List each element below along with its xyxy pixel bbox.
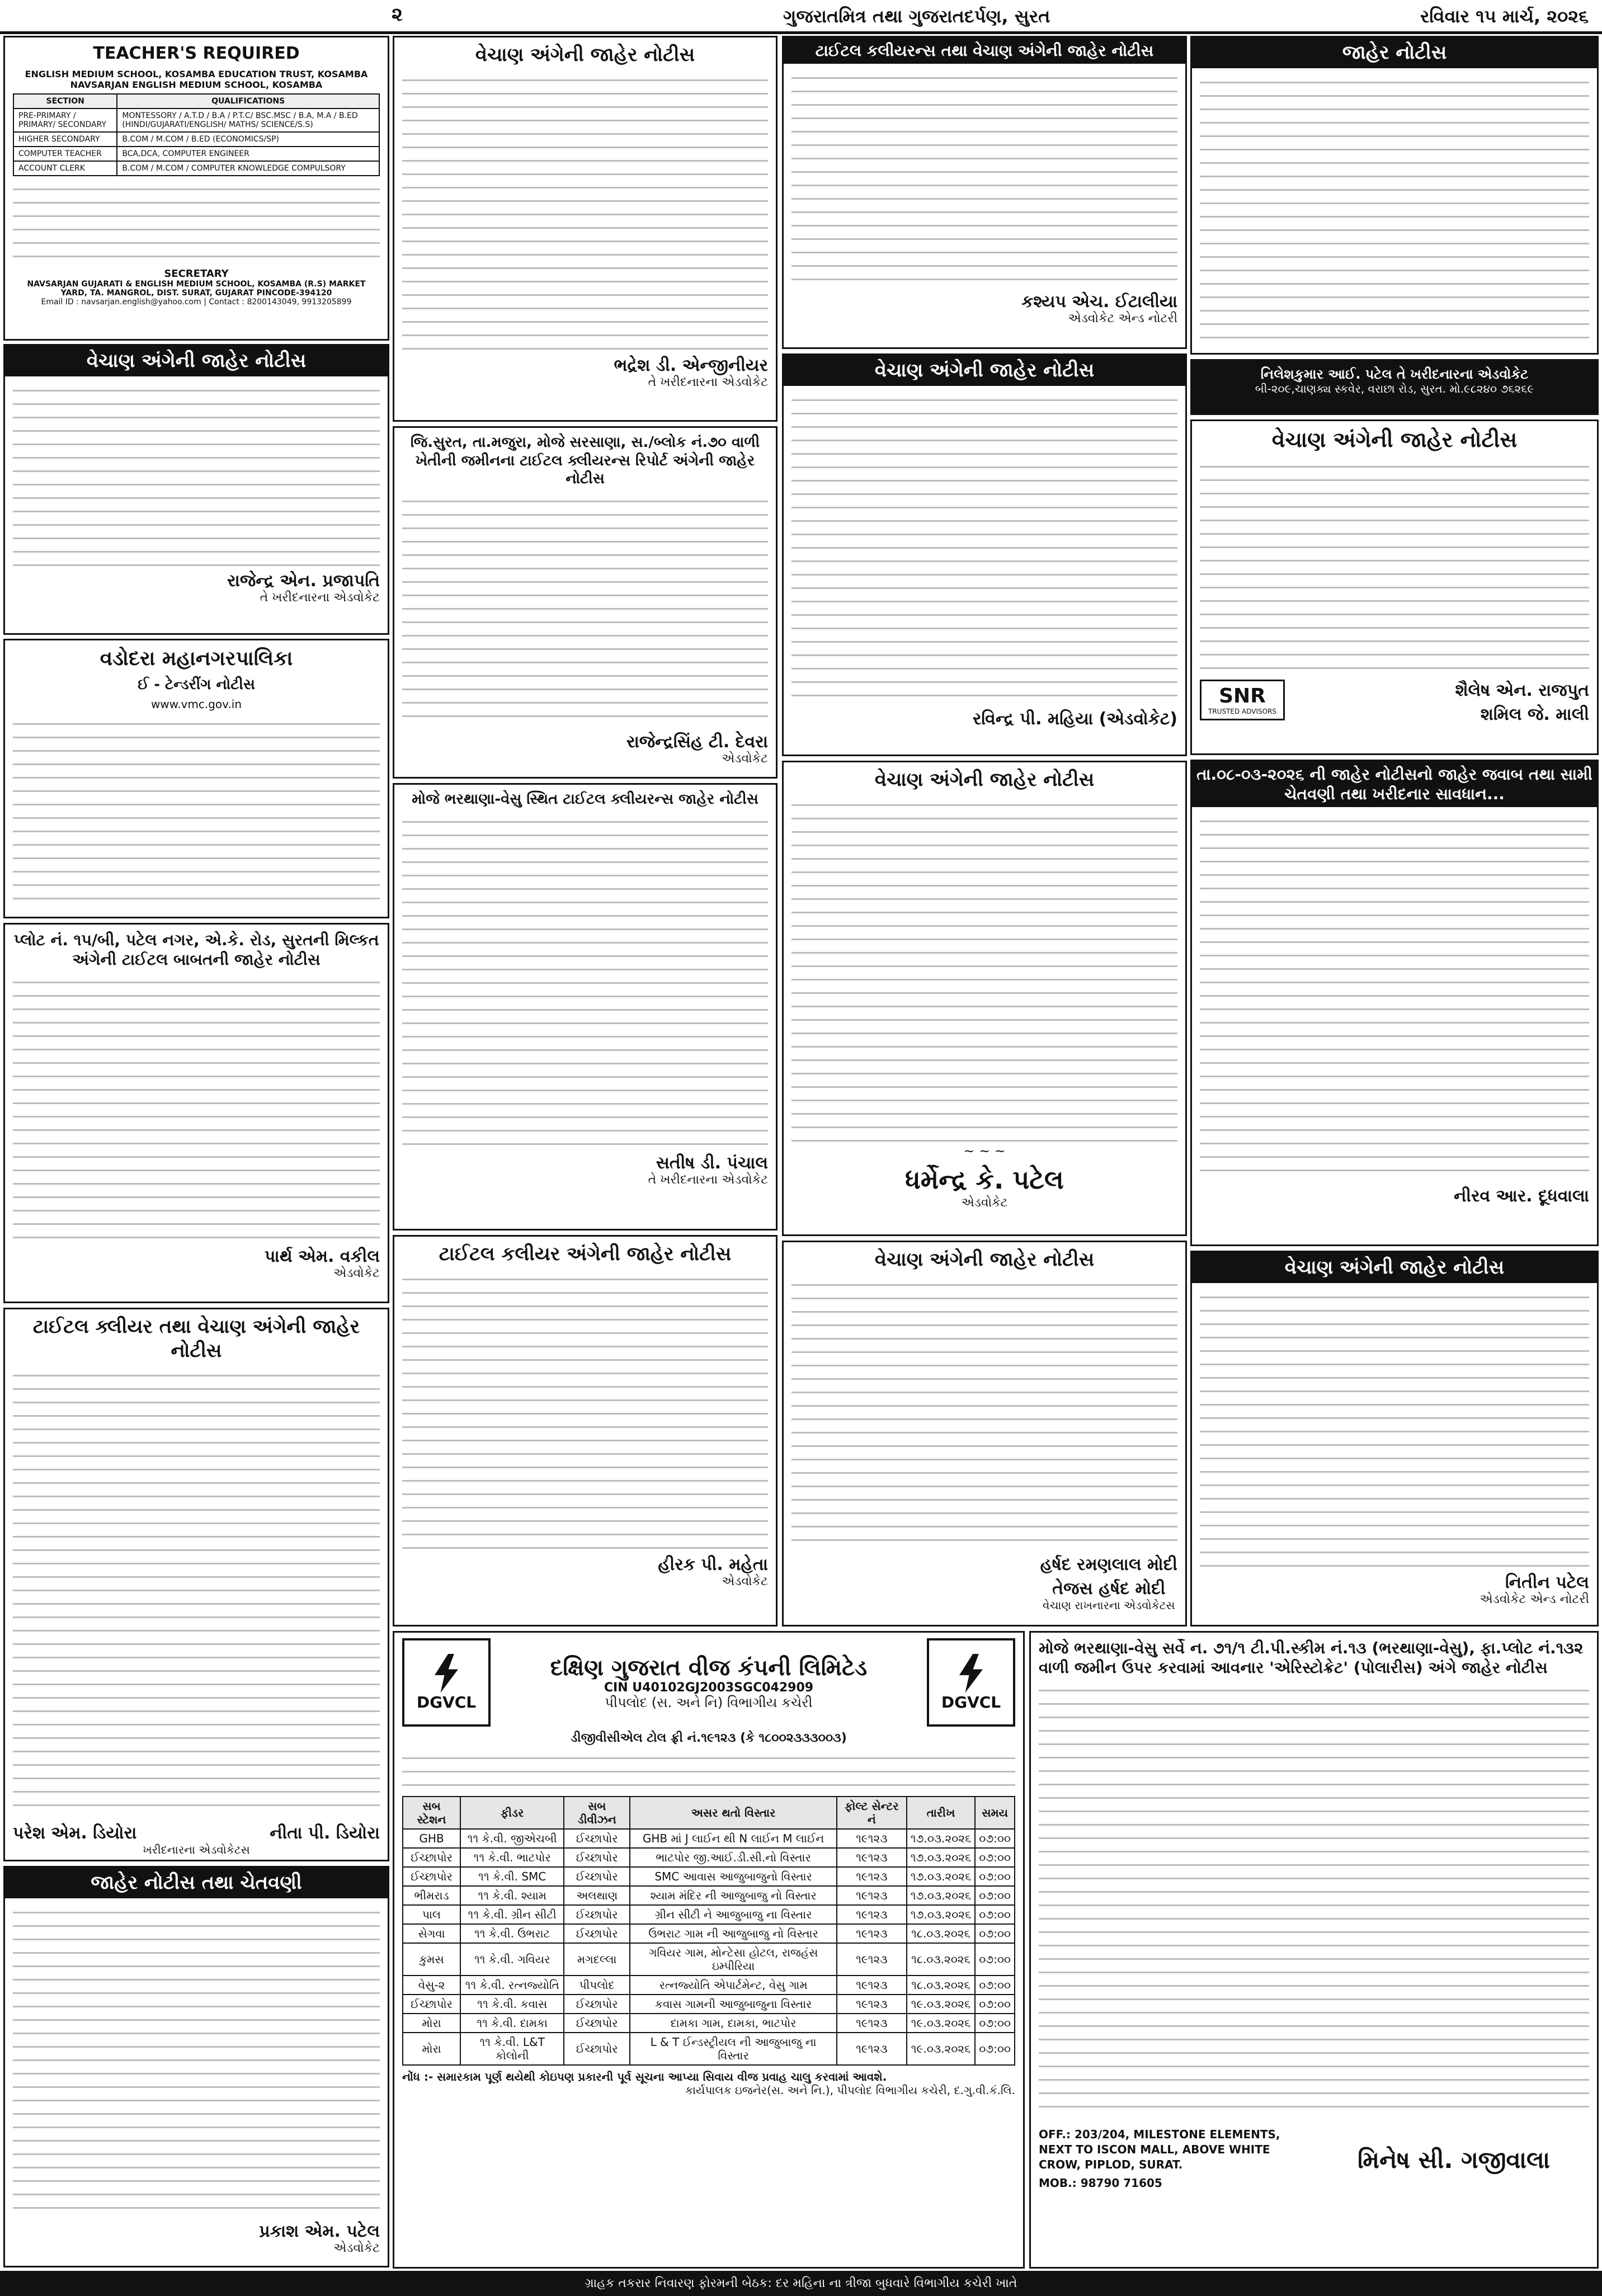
notice-signer [791, 292, 1177, 326]
cell-feeder: ૧૧ કે.વી. ભાટપોર [460, 1848, 564, 1867]
cell-qualification: MONTESSORY / A.T.D / B.A / P.T.C/ BSC.MSC / B.A, M.A / B.ED (HINDI/GUJARATI/ENGLISH/ MATHS/ SCIENCE/S.S) [117, 109, 379, 132]
notice-signer: ધર્મેન્દ્ર કે. પટેલ [905, 1164, 1064, 1195]
publication-name: ગુજરાતમિત્ર તથા ગુજરાતદર્પણ, સુરત [783, 6, 1050, 27]
cell-area: ગવિયર ગામ, મોન્ટેસા હોટલ, રાજહંસ ઇમ્પીરિયા [630, 1943, 837, 1976]
notice-body [1039, 1682, 1589, 2118]
notice-signer [402, 1555, 768, 1588]
masthead [0, 0, 1602, 34]
notice-title: વેચાણ અંગેની જાહેર નોટીસ [1192, 1252, 1597, 1283]
signer-1: હર્ષદ રમણલાલ મોદી [1040, 1554, 1177, 1574]
advocate-banner-col4-b [1190, 359, 1599, 415]
cell-date: ૧૭.૦૩.૨૦૨૬ [907, 1867, 976, 1886]
sale-notice-col4-c [1190, 419, 1599, 755]
dgvcl-tollfree: ડીજીવીસીએલ ટોલ ફ્રી નં.૧૯૧૨૩ (કે ૧૮૦૦૨૩૩૩૦૦૩) [571, 1731, 847, 1745]
dgvcl-heading [500, 1655, 918, 1710]
signer-name: પ્રકાશ એમ. પટેલ [259, 2221, 380, 2241]
table-row [13, 132, 379, 147]
office-mobile: MOB.: 98790 71605 [1039, 2176, 1162, 2190]
table-row [403, 1943, 1015, 1976]
cell-time: ૦૭:૦૦ [975, 1924, 1015, 1943]
cell-time: ૦૭:૦૦ [975, 1886, 1015, 1905]
notice-title: વેચાણ અંગેની જાહેર નોટીસ [784, 355, 1185, 386]
notice-title: જાહેર નોટીસ [1192, 37, 1597, 68]
teachers-title: TEACHER'S REQUIRED [93, 44, 300, 63]
signer-role: એડવોકેટ [333, 1266, 380, 1280]
cell-subdivision: ઈચ્છાપોર [564, 1995, 630, 2014]
notice-body [402, 1271, 768, 1550]
notice-title: જાહેર નોટીસ તથા ચેતવણી [5, 1868, 388, 1898]
notice-title: ટાઈટલ ક્લીયર તથા વેચાણ અંગેની જાહેર નોટીસ [32, 1316, 360, 1362]
cell-feeder: ૧૧ કે.વી. ગવિયર [460, 1943, 564, 1976]
cell-time: ૦૭:૦૦ [975, 1848, 1015, 1867]
table-row [403, 1905, 1015, 1924]
notice-title: વેચાણ અંગેની જાહેર નોટીસ [475, 44, 695, 66]
table-row [13, 109, 379, 132]
cell-time: ૦૭:૦૦ [975, 1995, 1015, 2014]
cell-fault-centre: ૧૯૧૨૩ [837, 2033, 907, 2065]
notice-body [13, 974, 380, 1242]
cell-time: ૦૭:૦૦ [975, 1976, 1015, 1995]
signer-block [1040, 1550, 1177, 1612]
cell-feeder: ૧૧ કે.વી. દામકા [460, 2014, 564, 2033]
signer-role: એડવોકેટ [722, 1574, 768, 1588]
signer-name: ભદ્રેશ ડી. એન્જીનીયર [614, 355, 768, 375]
notice-signer: મિનેષ સી. ગજીવાલા [1357, 2146, 1551, 2174]
signer-role: ખરીદનારના એડવોકેટસ [143, 1843, 250, 1856]
snr-logo-text: SNR [1219, 685, 1266, 708]
title-sale-notice-left-3 [3, 1308, 389, 1861]
notice-body [1200, 1289, 1589, 1568]
cell-feeder: ૧૧ કે.વી. SMC [460, 1867, 564, 1886]
cell-time: ૦૭:૦૦ [975, 1905, 1015, 1924]
cell-subdivision: મગદલ્લા [564, 1943, 630, 1976]
notice-title: વેચાણ અંગેની જાહેર નોટીસ [874, 1248, 1095, 1271]
cell-feeder: ૧૧ કે.વી. L&T કોલોની [460, 2033, 564, 2065]
school-name-2: NAVSARJAN ENGLISH MEDIUM SCHOOL, KOSAMBA [70, 79, 323, 90]
cell-section: PRE-PRIMARY / PRIMARY/ SECONDARY [13, 109, 117, 132]
aristocrat-project-notice [1029, 1631, 1599, 2269]
notice-body [791, 1276, 1177, 1550]
notice-body [1200, 458, 1589, 671]
notice-title: પ્લોટ નં. ૧૫/બી, પટેલ નગર, એ.કે. રોડ, સુરતની મિલ્કત અંગેની ટાઈટલ બાબતની જાહેર નોટીસ [13, 931, 379, 969]
table-row [403, 1867, 1015, 1886]
header-feeder: ફીડર [460, 1797, 564, 1829]
signer-1: શૈલેષ એન. રાજપુત [1455, 680, 1589, 700]
lightning-icon [427, 1654, 466, 1693]
table-row [403, 1924, 1015, 1943]
header-date: તારીખ [907, 1797, 976, 1829]
vmc-website: www.vmc.gov.in [150, 697, 242, 711]
cell-substation: GHB [403, 1829, 460, 1848]
public-notice-warning [3, 1866, 389, 2267]
dgvcl-office-line: કાર્યપાલક ઇજનેર(સ. અને નિ.), પીપલોદ વિભાગીય કચેરી, દ.ગુ.વી.કં.લિ. [685, 2083, 1015, 2097]
notice-body [402, 813, 768, 1149]
cell-substation: વેસુ-૨ [403, 1976, 460, 1995]
vmc-subtitle: ઈ - ટેન્ડરીંગ નોટીસ [138, 676, 255, 693]
cell-fault-centre: ૧૯૧૨૩ [837, 1976, 907, 1995]
cell-substation: ભીમરાડ [403, 1886, 460, 1905]
cell-fault-centre: ૧૯૧૨૩ [837, 2014, 907, 2033]
table-row [403, 2014, 1015, 2033]
cell-fault-centre: ૧૯૧૨૩ [837, 1943, 907, 1976]
issue-date: રવિવાર ૧૫ માર્ચ, ૨૦૨૬ [1420, 6, 1589, 27]
signer-2: તેજસ હર્ષદ મોદી [1052, 1578, 1166, 1599]
signer-name: રાજેન્દ્રસિંહ ટી. દેવરા [626, 732, 768, 752]
cell-subdivision: ઈચ્છાપોર [564, 1924, 630, 1943]
cell-date: ૧૯.૦૩.૨૦૨૬ [907, 2014, 976, 2033]
dgvcl-header [402, 1638, 1015, 1727]
cell-feeder: ૧૧ કે.વી. કવાસ [460, 1995, 564, 2014]
cell-subdivision: પીપલોદ [564, 1976, 630, 1995]
notice-title: જિ.સુરત, તા.મજુરા, મોજે સરસાણા, સ./બ્લોક નં.૭૦ વાળી ખેતીની જમીનના ટાઈટલ ક્લીયરન્સ રિપોર્ટ અંગેની જાહેર નોટીસ [410, 434, 760, 487]
table-header [13, 94, 379, 109]
notice-body [13, 382, 380, 567]
notice-body [402, 72, 768, 351]
sale-notice-left-1 [3, 344, 389, 635]
notice-signer [13, 2222, 380, 2255]
snr-logo-subtext: TRUSTED ADVISORS [1208, 708, 1277, 715]
cell-qualification: B.COM / M.COM / B.ED (ECONOMICS/SP) [117, 132, 379, 147]
notice-body [402, 493, 768, 728]
header-time: સમય [975, 1797, 1015, 1829]
secretary-label: SECRETARY [164, 267, 229, 280]
reply-notice-col4-d [1190, 760, 1599, 1246]
notice-body [13, 1904, 380, 2217]
header-section: SECTION [13, 94, 117, 109]
notice-title: વેચાણ અંગેની જાહેર નોટીસ [874, 769, 1095, 791]
cell-time: ૦૭:૦૦ [975, 1867, 1015, 1886]
cell-area: શ્યામ મંદિર ની આજુબાજુ નો વિસ્તાર [630, 1886, 837, 1905]
signer-name: પાર્થ એમ. વકીલ [264, 1247, 380, 1266]
notice-title: ટાઈટલ કલીયર અંગેની જાહેર નોટીસ [439, 1243, 732, 1265]
cell-fault-centre: ૧૯૧૨૩ [837, 1886, 907, 1905]
cell-area: L & T ઈન્ડસ્ટ્રીયલ ની આજુબાજુ ના વિસ્તાર [630, 2033, 837, 2065]
notice-signer [13, 1247, 380, 1280]
table-row [13, 161, 379, 176]
cell-area: કવાસ ગામની આજુબાજુના વિસ્તાર [630, 1995, 837, 2014]
signer-role: એડવોકેટ [333, 2241, 380, 2255]
signer-role: તે ખરીદનારના એડવોકેટ [260, 590, 380, 605]
notice-title: મોજે ભરથાણા-વેસુ સ્થિત ટાઈટલ ક્લીયરન્સ જાહેર નોટીસ [412, 791, 758, 808]
footer-banner: ગ્રાહક તકરાર નિવારણ ફોરમની બેઠક: દર મહિના ના ત્રીજા બુધવારે વિભાગીય કચેરી ખાતે [0, 2271, 1602, 2296]
title-clear-notice-col2-d [393, 1235, 778, 1626]
cell-substation: કુમસ [403, 1943, 460, 1976]
cell-date: ૧૯.૦૩.૨૦૨૬ [907, 1995, 976, 2014]
cell-fault-centre: ૧૯૧૨૩ [837, 1867, 907, 1886]
cell-subdivision: ઈચ્છાપોર [564, 2014, 630, 2033]
signature-scribble: ~ ~ ~ [963, 1143, 1006, 1159]
cell-date: ૧૮.૦૩.૨૦૨૬ [907, 1943, 976, 1976]
sale-notice-col3-d [782, 1241, 1187, 1626]
title-notice-col2-c [393, 783, 778, 1230]
notice-body [1200, 813, 1589, 1182]
cell-date: ૧૭.૦૩.૨૦૨૬ [907, 1848, 976, 1867]
notice-signers [791, 1550, 1177, 1612]
notice-signer: રવિન્દ્ર પી. મહિયા (એડવોકેટ) [972, 709, 1177, 729]
school-name-1: ENGLISH MEDIUM SCHOOL, KOSAMBA EDUCATION TRUST, KOSAMBA [25, 68, 368, 79]
signer-2: નીતા પી. ડિયોરા [270, 1823, 380, 1843]
page-number: ૨ [392, 3, 403, 26]
snr-logo [1200, 680, 1285, 720]
notice-title: તા.૦૮-૦૩-૨૦૨૬ ની જાહેર નોટીસનો જાહેર જવાબ તથા સામી ચેતવણી તથા ખરીદનાર સાવધાન... [1192, 761, 1597, 807]
dgvcl-logo-left [402, 1638, 491, 1727]
office-block [1039, 2124, 1309, 2191]
signer-1: પરેશ એમ. ડિયોરા [13, 1823, 137, 1843]
vmc-tender-notice [3, 639, 389, 918]
header-subdivision: સબ ડીવીઝન [564, 1797, 630, 1829]
title-notice-left-2 [3, 923, 389, 1303]
cell-feeder: ૧૧ કે.વી. ગ્રીન સીટી [460, 1905, 564, 1924]
header-substation: સબ સ્ટેશન [403, 1797, 460, 1829]
cell-time: ૦૭:૦૦ [975, 1829, 1015, 1848]
gujarati-qualifications-block [13, 181, 380, 265]
cell-subdivision: ઈચ્છાપોર [564, 1848, 630, 1867]
school-address: NAVSARJAN GUJARATI & ENGLISH MEDIUM SCHOOL, KOSAMBA (R.S) MARKET YARD, TA. MANGROL, DIST. SURAT, GUJARAT PINCODE-394120 [27, 279, 366, 298]
cell-substation: ઈચ્છાપોર [403, 1995, 460, 2014]
signer-role: એડવોકેટ એન્ડ નોટરી [1480, 1592, 1589, 1606]
cell-subdivision: ઈચ્છાપોર [564, 1867, 630, 1886]
cell-area: SMC આવાસ આજુબાજુનો વિસ્તાર [630, 1867, 837, 1886]
cell-fault-centre: ૧૯૧૨૩ [837, 1995, 907, 2014]
signer-role: તે ખરીદનારના એડવોકેટ [648, 1172, 768, 1187]
shutdown-schedule-table [402, 1796, 1015, 2066]
cell-area: GHB માં J લાઈન થી N લાઈન M લાઈન [630, 1829, 837, 1848]
cell-fault-centre: ૧૯૧૨૩ [837, 1924, 907, 1943]
header-area: અસર થતો વિસ્તાર [630, 1797, 837, 1829]
cell-substation: પાલ [403, 1905, 460, 1924]
table-row [403, 1829, 1015, 1848]
table-row [403, 2033, 1015, 2065]
signer-name: હીરક પી. મહેતા [658, 1554, 768, 1574]
dgvcl-company: દક્ષિણ ગુજરાત વીજ કંપની લિમિટેડ [550, 1654, 868, 1681]
table-row [403, 1976, 1015, 1995]
header-qualifications: QUALIFICATIONS [117, 94, 379, 109]
header-fault-centre: ફોલ્ટ સેન્ટર નં [837, 1797, 907, 1829]
cell-date: ૧૭.૦૩.૨૦૨૬ [907, 1886, 976, 1905]
notice-title: વેચાણ અંગેની જાહેર નોટીસ [5, 346, 388, 376]
dgvcl-footnote: નોંધ :- સમારકામ પૂર્ણ થયેથી કોઇપણ પ્રકારની પૂર્વ સૂચના આપ્યા સિવાય વીજ પ્રવાહ ચાલુ કરવામાં આવશે. [402, 2070, 887, 2083]
title-clearance-notice-col2-b [393, 426, 778, 779]
table-header [403, 1797, 1015, 1829]
cell-section: COMPUTER TEACHER [13, 147, 117, 161]
school-contact: Email ID : navsarjan.english@yahoo.com | Contact : 8200143049, 9913205899 [41, 297, 352, 307]
signer-role: એડવોકેટ [722, 751, 768, 766]
cell-fault-centre: ૧૯૧૨૩ [837, 1905, 907, 1924]
cell-section: HIGHER SECONDARY [13, 132, 117, 147]
notice-signer [402, 356, 768, 389]
cell-fault-centre: ૧૯૧૨૩ [837, 1829, 907, 1848]
cell-time: ૦૭:૦૦ [975, 2014, 1015, 2033]
notice-footer [1200, 676, 1589, 724]
teachers-required-notice [3, 36, 389, 341]
cell-substation: ઈચ્છાપોર [403, 1867, 460, 1886]
cell-subdivision: ઈચ્છાપોર [564, 2033, 630, 2065]
signer-role: એડવોકેટ [961, 1195, 1008, 1210]
cell-subdivision: ઈચ્છાપોર [564, 1829, 630, 1848]
table-row [403, 1995, 1015, 2014]
notice-signer [13, 571, 380, 605]
dgvcl-division: પીપલોદ (સ. અને નિ) વિભાગીય કચેરી [605, 1694, 813, 1710]
notice-signers [13, 1819, 380, 1843]
public-notice-col4-a [1190, 36, 1599, 355]
cell-area: ભાટપોર જી.આઈ.ડી.સી.નો વિસ્તાર [630, 1848, 837, 1867]
cell-subdivision: અલથાણ [564, 1886, 630, 1905]
cell-section: ACCOUNT CLERK [13, 161, 117, 176]
cell-substation: મોરા [403, 2014, 460, 2033]
qualifications-table [13, 93, 380, 176]
dgvcl-logo-right [927, 1638, 1015, 1727]
signer-role: તે ખરીદનારના એડવોકેટ [648, 375, 768, 389]
office-address: OFF.: 203/204, MILESTONE ELEMENTS, NEXT TO ISCON MALL, ABOVE WHITE CROW, PIPLOD, SURAT. [1039, 2128, 1280, 2171]
notice-body [791, 69, 1177, 287]
cell-substation: સેગવા [403, 1924, 460, 1943]
cell-subdivision: ઈચ્છાપોર [564, 1905, 630, 1924]
cell-substation: મોરા [403, 2033, 460, 2065]
sale-notice-col2-a [393, 36, 778, 422]
cell-area: દામકા ગામ, દામકા, ભાટપોર [630, 2014, 837, 2033]
signer-role: વેચાણ રાખનારના એડવોકેટસ [1043, 1598, 1175, 1612]
notice-body [791, 796, 1177, 1143]
cell-feeder: ૧૧ કે.વી. ઉભરાટ [460, 1924, 564, 1943]
cell-qualification: B.COM / M.COM / COMPUTER KNOWLEDGE COMPULSORY [117, 161, 379, 176]
cell-time: ૦૭:૦૦ [975, 1943, 1015, 1976]
notice-signer [402, 1153, 768, 1187]
cell-qualification: BCA,DCA, COMPUTER ENGINEER [117, 147, 379, 161]
cell-fault-centre: ૧૯૧૨૩ [837, 1848, 907, 1867]
table-row [13, 147, 379, 161]
title-sale-notice-col3-a [782, 36, 1187, 349]
notice-body [1200, 74, 1589, 342]
notice-title: ટાઈટલ કલીયરન્સ તથા વેચાણ અંગેની જાહેર નોટીસ [784, 37, 1185, 64]
signer-name: રાજેન્દ્ર એન. પ્રજાપતિ [227, 571, 380, 591]
sale-notice-col3-c [782, 761, 1187, 1236]
signer-role: એડવોકેટ એન્ડ નોટરી [1068, 312, 1177, 326]
notice-footer [1039, 2124, 1589, 2191]
dgvcl-cin: CIN U40102GJ2003SGC042909 [604, 1680, 814, 1695]
notice-signer [402, 732, 768, 766]
banner-address: બી-૨૦૯,ચાણક્ય સ્કવેર, વરાછા રોડ, સુરત. મો.૯૮૨૪૦ ૭૬૨૬૯ [1255, 382, 1534, 395]
dgvcl-shutdown-notice [393, 1631, 1025, 2269]
dgvcl-logo-text: DGVCL [941, 1692, 1001, 1712]
cell-date: ૧૭.૦૩.૨૦૨૬ [907, 1829, 976, 1848]
table-row [403, 1886, 1015, 1905]
dgvcl-logo-text: DGVCL [416, 1692, 477, 1712]
cell-area: રત્નજ્યોતિ એપાર્ટમેન્ટ, વેસુ ગામ [630, 1976, 837, 1995]
notice-body [13, 1367, 380, 1814]
lightning-icon [951, 1654, 991, 1693]
sale-notice-col4-e [1190, 1251, 1599, 1626]
notice-body [791, 392, 1177, 705]
table-row [403, 1848, 1015, 1867]
cell-date: ૧૭.૦૩.૨૦૨૬ [907, 1905, 976, 1924]
sale-notice-col3-b [782, 353, 1187, 756]
cell-area: ઉભરાટ ગામ ની આજુબાજુ નો વિસ્તાર [630, 1924, 837, 1943]
cell-date: ૧૮.૦૩.૨૦૨૬ [907, 1924, 976, 1943]
signer-name: સતીષ ડી. પંચાલ [656, 1153, 768, 1173]
notice-signer: નીરવ આર. દૂધવાલા [1454, 1186, 1589, 1206]
cell-area: ગ્રીન સીટી ને આજુબાજુ ના વિસ્તાર [630, 1905, 837, 1924]
banner-header: નિલેશકુમાર આઈ. પટેલ તે ખરીદનારના એડવોકેટ [1260, 366, 1529, 382]
cell-feeder: ૧૧ કે.વી. જીએચબી [460, 1829, 564, 1848]
vmc-tender-table [13, 715, 380, 900]
cell-substation: ઈચ્છાપોર [403, 1848, 460, 1867]
cell-date: ૧૯.૦૩.૨૦૨૬ [907, 2033, 976, 2065]
cell-feeder: ૧૧ કે.વી. શ્યામ [460, 1886, 564, 1905]
notice-title: મોજે ભરથાણા-વેસુ સર્વે ન. ૭૧/૧ ટી.પી.સ્કીમ નં.૧૩ (ભરથાણા-વેસુ), ફા.પ્લોટ નં.૧૩૨ વાળી જમીન ઉપર કરવામાં આવનાર 'એરિસ્ટોક્રેટ' (પોલારીસ) અંગે જાહેર નોટીસ [1039, 1639, 1584, 1677]
cell-time: ૦૭:૦૦ [975, 2033, 1015, 2065]
cell-date: ૧૮.૦૩.૨૦૨૬ [907, 1976, 976, 1995]
signer-2: શમિલ જે. માલી [1480, 704, 1589, 724]
dgvcl-intro [402, 1750, 1015, 1791]
notice-signer [1200, 1573, 1589, 1606]
signer-name: કશ્યપ એચ. ઈટાલીયા [1021, 292, 1177, 312]
signer-block [1294, 676, 1589, 724]
cell-feeder: ૧૧ કે.વી. રત્નજ્યોતિ [460, 1976, 564, 1995]
vmc-title: વડોદરા મહાનગરપાલિકા [100, 647, 293, 670]
signer-name: નિતીન પટેલ [1505, 1572, 1589, 1592]
notice-title: વેચાણ અંગેની જાહેર નોટીસ [1271, 427, 1518, 452]
